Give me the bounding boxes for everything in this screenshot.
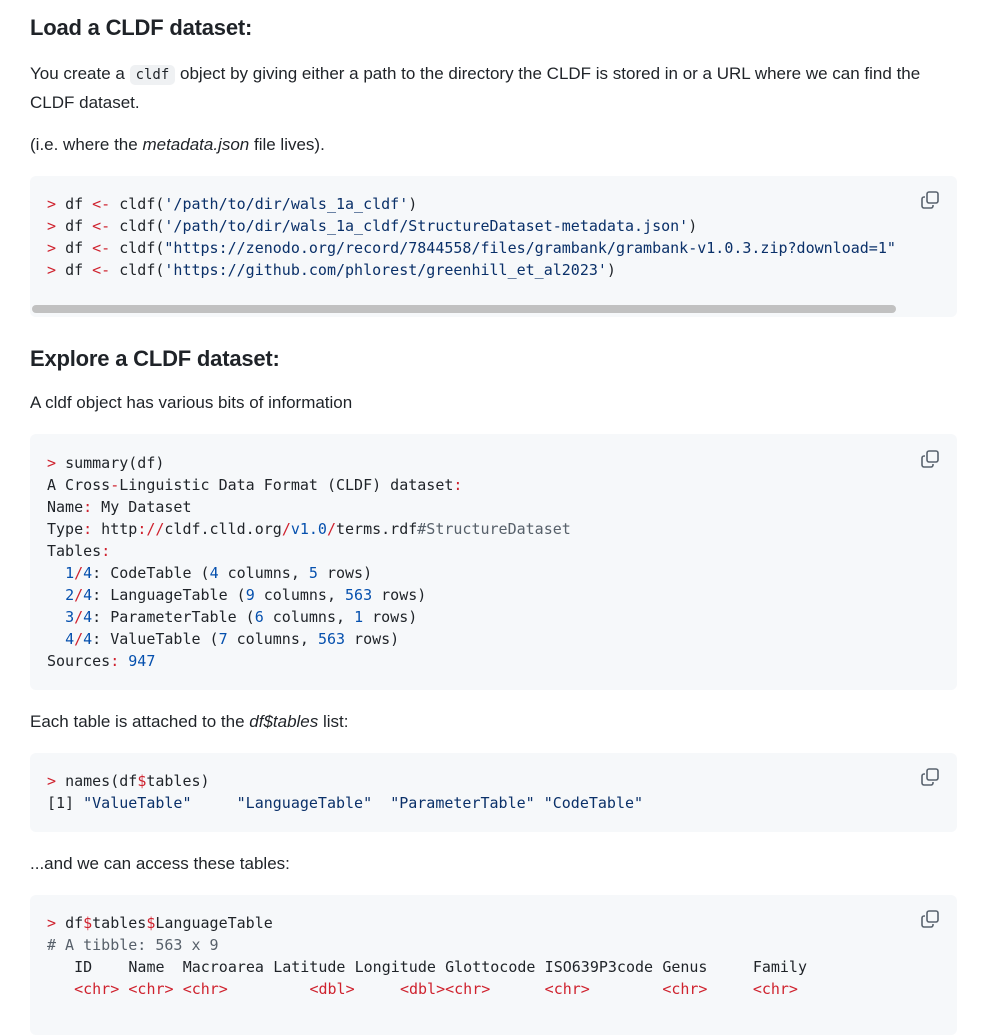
table-rows-label: rows) [345,630,400,648]
inline-code-cldf: cldf [130,65,176,85]
column-header: Genus [662,958,708,976]
column-header: Latitude [273,958,346,976]
names-value: "CodeTable" [543,794,644,812]
table-index: 4 [65,630,75,648]
column-header: ID [74,958,93,976]
copy-button-summary[interactable] [920,449,940,469]
code-block-summary [30,434,957,690]
name-value: My Dataset [92,498,192,516]
table-index: 3 [65,608,75,626]
copy-icon [920,190,940,210]
code-function: cldf( [119,195,165,213]
type-http: http [92,520,138,538]
table-name: : ValueTable ( [92,630,219,648]
type-terms: terms.rdf [336,520,418,538]
code-string: 'https://github.com/phlorest/greenhill_et_al2023' [164,261,607,279]
table-total: 4 [83,630,93,648]
prompt: > [47,914,57,932]
code-access [47,912,807,1000]
type-version: v1.0 [290,520,327,538]
table-rows: 1 [354,608,364,626]
assign-operator: <- [92,239,111,257]
code-block-names [30,753,957,832]
table-name: : ParameterTable ( [92,608,255,626]
table-sep: / [74,564,84,582]
copy-icon [920,449,940,469]
code-close-paren: ) [408,195,418,213]
type-colon: : [83,520,93,538]
column-type: <chr> [752,980,798,998]
prompt: > [47,195,57,213]
table-columns-label: columns, [218,564,309,582]
table-columns: 9 [245,586,255,604]
code-var: df [65,217,84,235]
column-type: <chr> [182,980,228,998]
access-cmd-tables: tables [92,914,147,932]
column-header: Family [752,958,807,976]
type-slash-2: / [326,520,336,538]
table-rows-label: rows) [317,564,373,582]
table-columns-label: columns, [254,586,346,604]
code-string: '/path/to/dir/wals_1a_cldf' [164,195,409,213]
column-type: <chr> [128,980,174,998]
column-type: <chr> [74,980,120,998]
type-label: Type [47,520,84,538]
names-cmd-dollar: $ [137,772,147,790]
type-anchor: #StructureDataset [417,520,571,538]
load-paragraph-text: You create a [30,64,130,83]
type-host: cldf.clld.org [164,520,282,538]
table-columns: 6 [254,608,264,626]
table-rows: 563 [345,586,373,604]
scrollbar-thumb[interactable] [32,305,896,313]
names-cmd-c: tables) [146,772,210,790]
horizontal-scrollbar[interactable] [30,300,907,317]
table-sep: / [74,608,84,626]
heading-load: Load a CLDF dataset: [30,15,253,40]
table-sep: / [74,630,84,648]
code-var: df [65,239,84,257]
type-sep: :// [137,520,165,538]
access-cmd-df: df [65,914,84,932]
sources-colon: : [110,652,120,670]
table-total: 4 [83,608,93,626]
column-type: <dbl> [399,980,446,998]
access-cmd-table: LanguageTable [155,914,273,932]
copy-icon [920,767,940,787]
tables-paragraph-text-2: list: [318,712,349,731]
table-rows-label: rows) [372,586,427,604]
table-sep: / [74,586,84,604]
tables-label: Tables [47,542,102,560]
table-name: : LanguageTable ( [92,586,246,604]
column-header: Glottocode [445,958,536,976]
column-type: <chr> [662,980,708,998]
metadata-paragraph-text: (i.e. where the [30,135,143,154]
column-type: <dbl> [309,980,355,998]
tables-paragraph [30,708,940,735]
code-string: '/path/to/dir/wals_1a_cldf/StructureDataset-metadata.json' [164,217,689,235]
copy-icon [920,909,940,929]
table-columns-label: columns, [227,630,318,648]
prompt: > [47,261,57,279]
summary-command: summary(df) [65,454,165,472]
table-total: 4 [83,564,93,582]
tables-paragraph-text: Each table is attached to the [30,712,250,731]
code-string: "https://zenodo.org/record/7844558/files/grambank/grambank-v1.0.3.zip?download=1" [164,239,896,257]
explore-paragraph: A cldf object has various bits of information [30,393,353,412]
assign-operator: <- [92,195,111,213]
table-columns: 4 [209,564,219,582]
column-header: Longitude [354,958,436,976]
load-paragraph-text-2: object by giving either a path to the directory the CLDF is stored in or a URL where we can find the CLDF dataset. [30,64,921,112]
code-function: cldf( [119,239,165,257]
access-cmd-dollar: $ [83,914,93,932]
assign-operator: <- [92,261,111,279]
code-function: cldf( [119,261,165,279]
prompt: > [47,454,57,472]
code-block-access [30,895,957,1035]
metadata-paragraph-text-2: file lives). [249,135,325,154]
tables-colon: : [101,542,111,560]
summary-title-b: Linguistic Data Format (CLDF) dataset [119,476,454,494]
column-header: ISO639P3code [544,958,654,976]
copy-button-names[interactable] [920,767,940,787]
table-rows-label: rows) [363,608,418,626]
names-cmd-a: names(df [65,772,138,790]
table-rows: 5 [308,564,318,582]
tables-paragraph-em: df$tables [249,712,319,731]
metadata-paragraph [30,131,940,158]
table-name: : CodeTable ( [92,564,210,582]
code-summary [47,452,571,672]
summary-title-dash: - [110,476,120,494]
code-block-load [30,176,957,317]
table-columns-label: columns, [263,608,355,626]
code-close-paren: ) [606,261,616,279]
copy-button-access[interactable] [920,909,940,929]
column-header: Macroarea [182,958,264,976]
column-header: Name [128,958,165,976]
sources-value: 947 [128,652,156,670]
load-paragraph [30,60,940,116]
table-columns: 7 [218,630,228,648]
code-close-paren: ) [688,217,698,235]
heading-explore: Explore a CLDF dataset: [30,346,280,371]
names-index: [1] [47,794,75,812]
names-value: "ValueTable" [83,794,192,812]
code-function: cldf( [119,217,165,235]
summary-title-colon: : [453,476,463,494]
assign-operator: <- [92,217,111,235]
metadata-filename: metadata.json [142,135,250,154]
summary-title-a: A Cross [47,476,111,494]
access-cmd-dollar-2: $ [146,914,156,932]
code-var: df [65,261,84,279]
copy-button-load[interactable] [920,190,940,210]
table-index: 1 [65,564,75,582]
names-value: "LanguageTable" [236,794,373,812]
column-type: <chr> [544,980,590,998]
access-paragraph: ...and we can access these tables: [30,854,290,873]
code-var: df [65,195,84,213]
prompt: > [47,772,57,790]
name-colon: : [83,498,93,516]
names-value: "ParameterTable" [390,794,535,812]
code-names [47,770,643,814]
code-load [47,193,896,281]
table-rows: 563 [317,630,346,648]
sources-label: Sources [47,652,111,670]
table-index: 2 [65,586,75,604]
type-slash: / [281,520,291,538]
column-type: <chr> [445,980,491,998]
prompt: > [47,239,57,257]
prompt: > [47,217,57,235]
table-total: 4 [83,586,93,604]
tibble-comment: # A tibble: 563 x 9 [47,936,219,954]
name-label: Name [47,498,84,516]
